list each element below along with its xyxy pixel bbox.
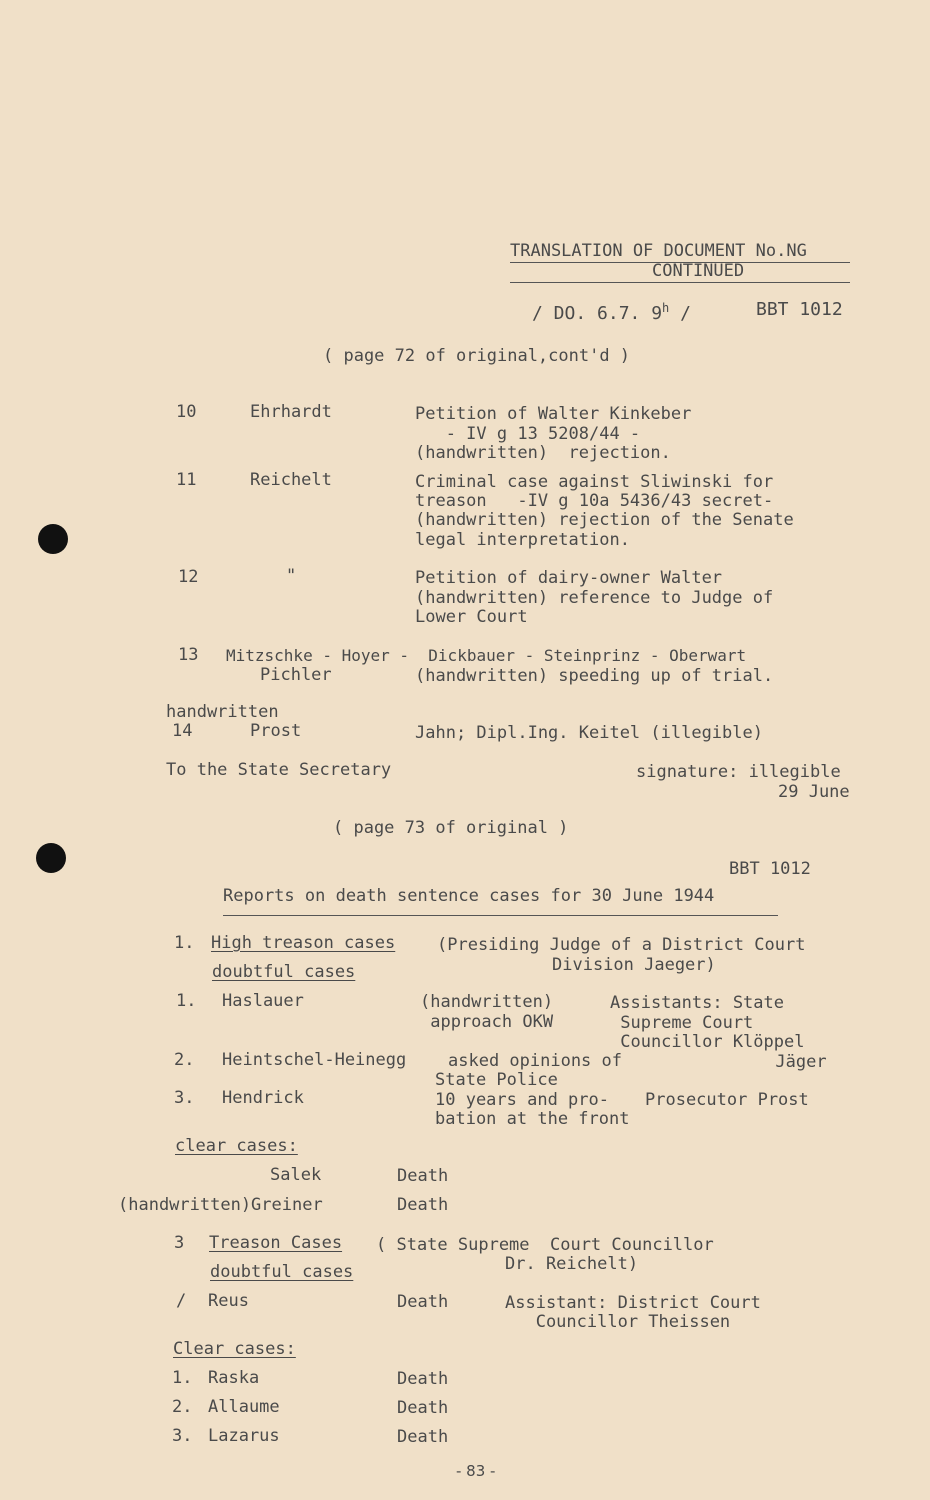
section-subheading: doubtful cases [212,962,356,982]
entry-name: " [286,566,297,586]
case-mark: 3. [174,1088,195,1108]
ref-left-text: / DO. 6.7. 9 [532,303,663,324]
clear-case-sentence: Death [397,1195,449,1215]
entry-name: Ehrhardt [250,402,332,422]
case-name: Heintschel-Heinegg [222,1050,407,1070]
case-assistant: Assistant: District Court [505,1293,761,1313]
case-name: Hendrick [222,1088,304,1108]
addressee: To the State Secretary [166,760,392,780]
punch-hole-top [38,524,68,554]
entry-line: treason -IV g 10a 5436/43 secret- [415,491,774,511]
entry-line: Criminal case against Sliwinski for [415,472,774,492]
clear-case-mark: 2. [172,1397,193,1417]
case-note: approach OKW [420,1012,554,1032]
page72-caption: ( page 72 of original,cont'd ) [323,346,631,366]
entry-line: Lower Court [415,607,528,627]
clear-case-name: (handwritten)Greiner [118,1195,323,1215]
section-presiding-continued: Division Jaeger) [552,955,716,975]
document-subtitle: CONTINUED [652,261,745,281]
entry-line: (handwritten) rejection of the Senate [415,510,794,530]
section-heading: High treason cases [211,933,396,953]
case-assistant: Councillor Theissen [505,1312,731,1332]
entry-number: 13 [178,645,199,665]
section-presiding: (Presiding Judge of a District Court [437,935,806,955]
entry-number: 14 [172,721,193,741]
case-note: State Police [435,1070,558,1090]
entry-name: Reichelt [250,470,332,490]
entry-line: - IV g 13 5208/44 - [415,424,641,444]
case-mark: 2. [174,1050,195,1070]
entry-line: Petition of dairy-owner Walter [415,568,723,588]
case-assistant: Jäger [714,1052,827,1072]
handwritten-note: handwritten [166,702,279,722]
section-mark: 1. [174,933,195,953]
entry-name-continued: Pichler [260,665,332,685]
clear-case-sentence: Death [397,1369,449,1389]
case-name: Haslauer [222,991,304,1011]
case-assistant: Supreme Court [610,1013,754,1033]
clear-case-name: Raska [208,1368,260,1388]
entry-name: Mitzschke - Hoyer - Dickbauer - Steinprinz - Oberwart [226,646,747,665]
section-presiding: ( State Supreme Court Councillor [376,1235,714,1255]
clear-case-name: Allaume [208,1397,280,1417]
signature: signature: illegible [636,762,841,782]
case-note: (handwritten) [420,992,554,1012]
subtitle-underline [510,282,850,283]
clear-cases-label: Clear cases: [173,1339,296,1359]
section-heading: Treason Cases [209,1233,343,1253]
entry-line: legal interpretation. [415,530,630,550]
case-note: bation at the front [435,1109,630,1129]
ref-slash: / [680,303,691,324]
clear-case-name: Lazarus [208,1426,280,1446]
clear-case-sentence: Death [397,1398,449,1418]
entry-number: 10 [176,402,197,422]
case-mark: / [176,1291,187,1311]
document-title: TRANSLATION OF DOCUMENT No.NG [510,241,807,261]
case-assistant: Assistants: State [610,993,784,1013]
ref-left [532,298,691,324]
case-sentence: Death [397,1292,449,1312]
entry-line: Petition of Walter Kinkeber [415,404,692,424]
punch-hole-bottom [36,843,66,873]
case-mark: 1. [176,991,197,1011]
entry-line: (handwritten) reference to Judge of [415,588,774,608]
entry-line: (handwritten) rejection. [415,443,671,463]
report-title-underline [223,915,778,916]
section-mark: 3 [174,1233,185,1253]
entry-line: Jahn; Dipl.Ing. Keitel (illegible) [415,723,763,743]
page-number: - 83 - [456,1462,496,1480]
page73-ref: BBT 1012 [729,859,811,879]
clear-case-mark: 3. [172,1426,193,1446]
clear-case-sentence: Death [397,1166,449,1186]
entry-line: (handwritten) speeding up of trial. [415,666,774,686]
ref-right: BBT 1012 [756,299,843,320]
case-name: Reus [208,1291,249,1311]
clear-cases-label: clear cases: [175,1136,298,1156]
case-note: asked opinions of [448,1051,622,1071]
ref-sup: h [662,301,670,315]
clear-case-sentence: Death [397,1427,449,1447]
page73-caption: ( page 73 of original ) [333,818,569,838]
section-presiding-continued: Dr. Reichelt) [505,1254,639,1274]
case-assistant: Prosecutor Prost [645,1090,809,1110]
entry-name: Prost [250,721,302,741]
entry-number: 11 [176,470,197,490]
clear-case-mark: 1. [172,1368,193,1388]
section-subheading: doubtful cases [210,1262,354,1282]
signature-date: 29 June [778,782,850,802]
report-title: Reports on death sentence cases for 30 June 1944 [223,886,715,906]
entry-number: 12 [178,567,199,587]
case-assistant: Councillor Klöppel [610,1032,805,1052]
case-note: 10 years and pro- [435,1090,609,1110]
clear-case-name: Salek [270,1165,322,1185]
